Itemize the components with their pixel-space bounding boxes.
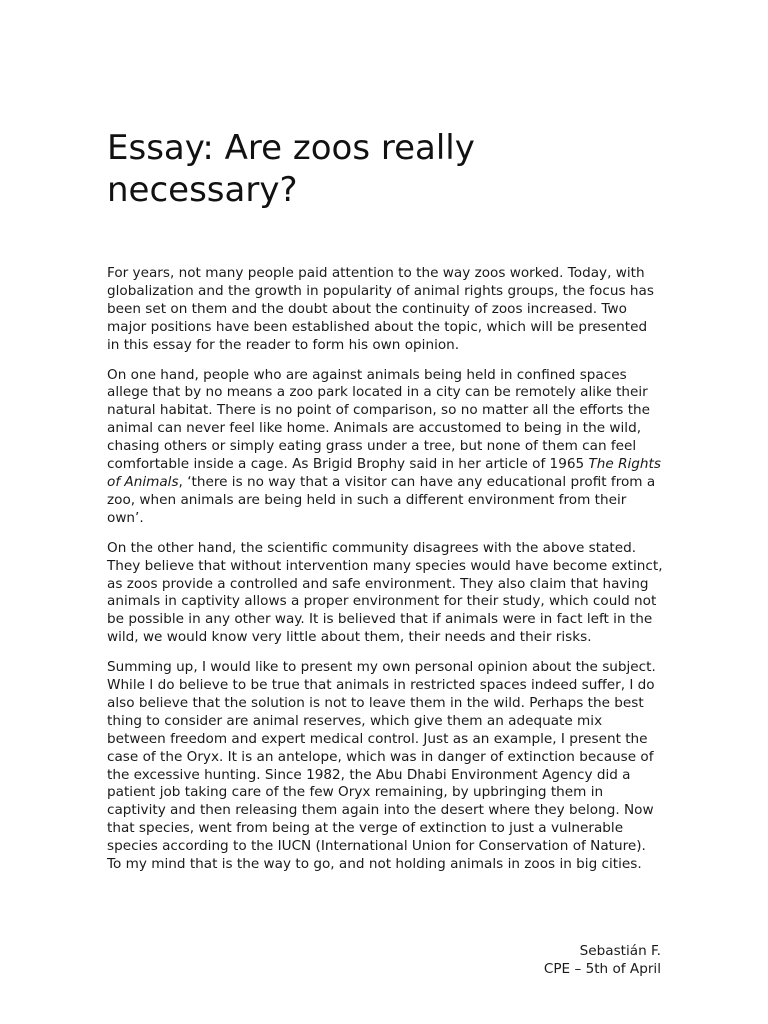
- course-date: CPE – 5th of April: [543, 961, 661, 977]
- signature-block: [544, 942, 661, 978]
- paragraph-for-zoos: On the other hand, the scientific community disagrees with the above stated. They believe that without intervention many species would have become extinct, as zoos provide a controlled and safe environment. They also claim that having animals in captivity allows a proper environment for their study, which could not be possible in any other way. It is believed that if animals were in fact left in the wild, we would know very little about them, their needs and their risks.: [107, 539, 663, 646]
- essay-title: Essay: Are zoos really necessary?: [107, 128, 475, 210]
- paragraph-against-zoos-quote: , ‘there is no way that a visitor can have any educational profit from a zoo, when animals are being held in such a different environment from their own’.: [107, 473, 656, 526]
- essay-body: [107, 265, 663, 886]
- paragraph-intro: For years, not many people paid attention to the way zoos worked. Today, with globalization and the growth in popularity of animal rights groups, the focus has been set on them and the doubt about the continuity of zoos increased. Two major positions have been established about the topic, which will be presented in this essay for the reader to form his own opinion.: [107, 265, 654, 353]
- essay-page: [107, 0, 663, 1024]
- paragraph-against-zoos-text: On one hand, people who are against animals being held in confined spaces allege that by no means a zoo park located in a city can be remotely alike their natural habitat. There is no point of comparison, so no matter all the efforts the animal can never feel like home. Animals are accustomed to being in the wild, chasing others or simply eating grass under a tree, but none of them can feel comfortable inside a cage. As Brigid Brophy said in her article of 1965: [107, 366, 650, 473]
- author-name: Sebastián F.: [579, 943, 661, 959]
- paragraph-conclusion: Summing up, I would like to present my own personal opinion about the subject. While I do believe to be true that animals in restricted spaces indeed suffer, I do also believe that the solution is not to leave them in the wild. Perhaps the best thing to consider are animal reserves, which give them an adequate mix between freedom and expert medical control. Just as an example, I present the case of the Oryx. It is an antelope, which was in danger of extinction because of the excessive hunting. Since 1982, the Abu Dhabi Environment Agency did a patient job taking care of the few Oryx remaining, by upbringing them in captivity and then releasing them again into the desert where they belong. Now that species, went from being at the verge of extinction to just a vulnerable species according to the IUCN (International Union for Conservation of Nature). To my mind that is the way to go, and not holding animals in zoos in big cities.: [107, 659, 656, 873]
- paragraph-against-zoos: [107, 367, 663, 528]
- article-title-italic: The Rights of Animals: [107, 456, 661, 490]
